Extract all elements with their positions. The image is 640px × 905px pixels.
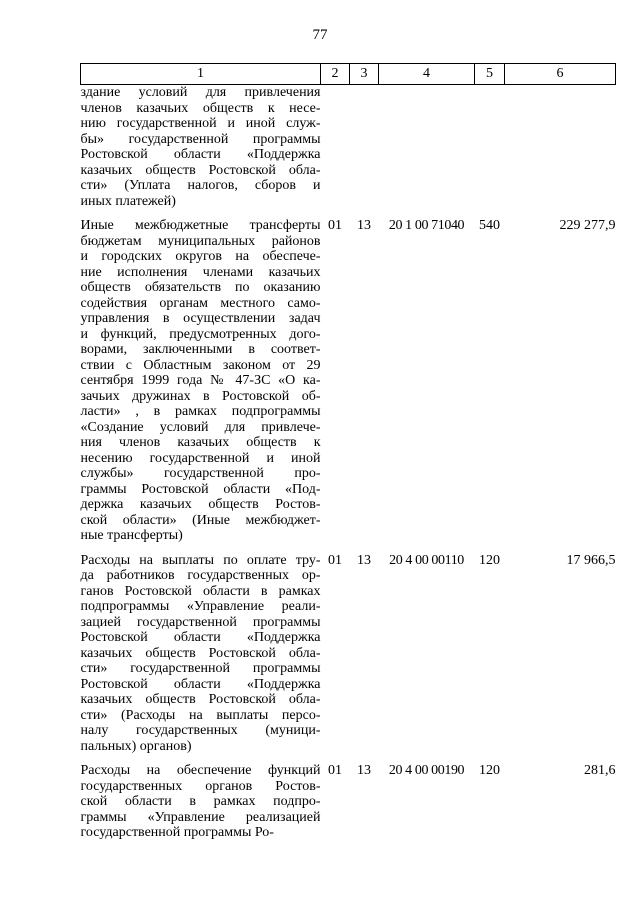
amount: 229 277,9 [559, 218, 616, 233]
description-line: Ростовской области «Поддержка [80, 630, 321, 645]
expense-type-code: 540 [479, 218, 500, 233]
row-description [81, 763, 321, 850]
expense-type-code [475, 85, 505, 219]
description-line: сти» (Расходы на выплаты персо- [80, 707, 321, 723]
row-description [81, 85, 321, 219]
target-article-code: 20 1 00 71040 [388, 218, 465, 233]
description-line: подпрограммы «Управление реали- [80, 599, 321, 614]
description-line: сентября 1999 года № 47-ЗС «О ка- [80, 373, 321, 388]
expense-type-code: 120 [479, 763, 500, 778]
description-line: бы» государственной программы [80, 131, 321, 147]
description-line: граммы Ростовской области «Под- [80, 481, 321, 497]
description-line: бюджетам муниципальных районов [80, 233, 321, 249]
description-line: Иные межбюджетные трансферты [80, 218, 321, 233]
description-line: сти» (Уплата налогов, сборов и [80, 178, 321, 193]
description-line: держка казачьих обществ Ростов- [80, 497, 321, 512]
description-line: зацией государственной программы [80, 614, 321, 630]
table-row [81, 763, 616, 850]
description-line: казачьих обществ Ростовской обла- [80, 692, 321, 707]
description-line: Расходы на выплаты по оплате тру- [80, 552, 321, 568]
description-line: пальных) органов) [80, 738, 192, 754]
row-description [81, 553, 321, 764]
description-line: ние исполнения членами казачьих [80, 264, 321, 280]
description-line: государственной программы Ро- [80, 825, 274, 840]
section-code: 01 [328, 218, 342, 233]
description-line: службы» государственной про- [80, 466, 321, 481]
table-row [81, 85, 616, 219]
table-row [81, 553, 616, 764]
col-header-1: 1 [81, 64, 321, 85]
description-line: и функций, предусмотренных дого- [80, 326, 321, 342]
subsection-code: 13 [357, 763, 371, 778]
description-line: содействия органам местного само- [80, 295, 321, 311]
col-header-6: 6 [505, 64, 616, 85]
target-article-code: 20 4 00 00110 [389, 552, 464, 568]
header-row [81, 64, 616, 85]
description-line: да работников государственных ор- [80, 568, 321, 583]
budget-table [80, 63, 616, 850]
description-line: Ростовской области «Поддержка [80, 676, 321, 692]
description-line: казачьих обществ Ростовской обла- [80, 162, 321, 178]
section-code: 01 [328, 763, 342, 778]
description-line: сти» государственной программы [80, 661, 321, 676]
description-line: зачьих дружинах в Ростовской об- [80, 388, 321, 404]
description-line: ской области» (Иные межбюджет- [80, 512, 321, 528]
amount: 17 966,5 [566, 552, 616, 568]
table-body [81, 85, 616, 850]
description-line: ствии с Областным законом от 29 [80, 357, 321, 373]
description-line: и городских округов на обеспече- [80, 249, 321, 264]
description-line: ния членов казачьих обществ к [80, 435, 321, 450]
description-line: ные трансферты) [80, 528, 183, 543]
description-line: управления в осуществлении задач [80, 311, 321, 326]
description-line: Ростовской области «Поддержка [80, 147, 321, 162]
target-article-code: 20 4 00 00190 [388, 763, 465, 778]
description-line: обществ обязательств по оказанию [80, 280, 321, 295]
description-line: Расходы на обеспечение функций [80, 763, 321, 778]
subsection-code [350, 85, 379, 219]
amount: 281,6 [584, 763, 616, 778]
description-line: государственных органов Ростов- [80, 778, 321, 794]
subsection-code: 13 [357, 552, 371, 568]
description-line: членов казачьих обществ к несе- [80, 100, 321, 116]
description-line: «Создание условий для привлече- [80, 419, 321, 435]
description-line: нию государственной и иной служ- [80, 116, 321, 131]
description-line: ласти» , в рамках подпрограммы [80, 404, 321, 419]
table-row [81, 218, 616, 553]
col-header-4: 4 [379, 64, 475, 85]
target-article-code [379, 85, 475, 219]
page-number: 77 [312, 27, 328, 43]
description-line: ворами, заключенными в соответ- [80, 342, 321, 357]
section-code [321, 85, 350, 219]
amount [505, 85, 616, 219]
description-line: граммы «Управление реализацией [80, 809, 321, 825]
col-header-5: 5 [475, 64, 505, 85]
col-header-3: 3 [350, 64, 379, 85]
description-line: несению государственной и иной [80, 450, 321, 466]
description-line: здание условий для привлечения [80, 85, 321, 100]
description-line: иных платежей) [80, 193, 176, 209]
expense-type-code: 120 [479, 552, 500, 568]
col-header-2: 2 [321, 64, 350, 85]
subsection-code: 13 [357, 218, 371, 233]
description-line: налу государственных (муници- [80, 723, 321, 738]
description-line: ганов Ростовской области в рамках [80, 583, 321, 599]
section-code: 01 [328, 552, 342, 568]
description-line: казачьих обществ Ростовской обла- [80, 645, 321, 661]
row-description [81, 218, 321, 553]
description-line: ской области в рамках подпро- [80, 794, 321, 809]
